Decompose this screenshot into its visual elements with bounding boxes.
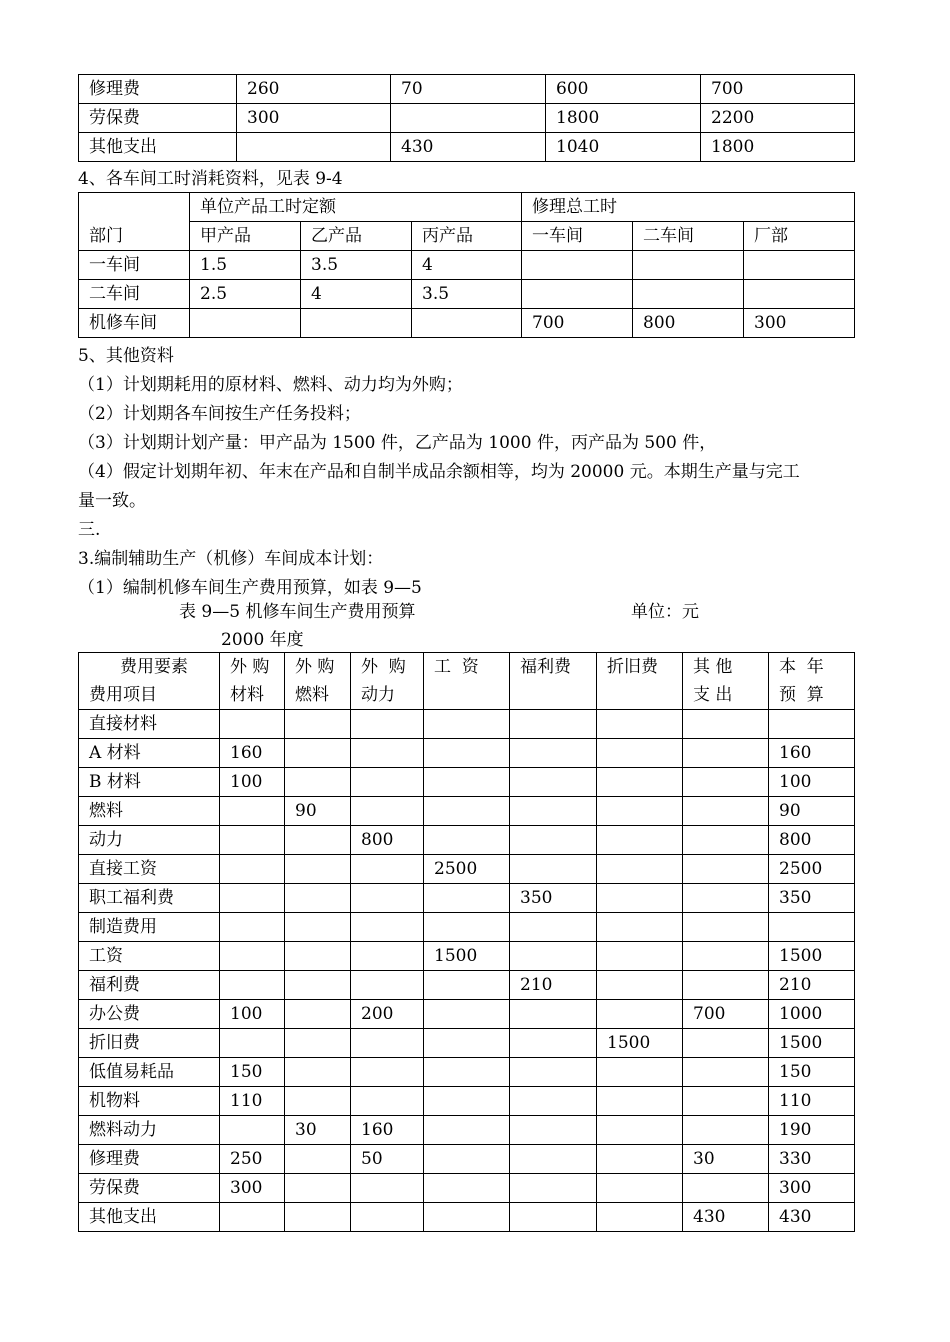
table-cell: 330 xyxy=(769,1145,855,1174)
table-cell xyxy=(285,884,351,913)
table-cell xyxy=(597,1145,683,1174)
table-cell: 350 xyxy=(769,884,855,913)
table-cell: 210 xyxy=(510,971,597,1000)
table-cell xyxy=(597,826,683,855)
table-cell xyxy=(597,1116,683,1145)
table-cell xyxy=(285,739,351,768)
table-cell xyxy=(220,855,285,884)
table-row xyxy=(79,913,855,942)
table-cell: 110 xyxy=(220,1087,285,1116)
table-cell xyxy=(683,797,769,826)
table-cell xyxy=(285,1174,351,1203)
table-cell xyxy=(285,710,351,739)
table-cell xyxy=(424,710,510,739)
table-cell xyxy=(285,826,351,855)
table-cell: 1500 xyxy=(424,942,510,971)
other-info-1: （1）计划期耗用的原材料、燃料、动力均为外购； xyxy=(78,375,463,395)
table-cell xyxy=(510,1203,597,1232)
table-cell xyxy=(424,1174,510,1203)
table-row xyxy=(79,797,855,826)
row-label: B 材料 xyxy=(79,768,220,797)
table-cell xyxy=(351,1203,424,1232)
column-header-line: 燃料 xyxy=(295,685,329,705)
table-cell: 600 xyxy=(546,75,701,104)
table-cell: 800 xyxy=(351,826,424,855)
table-cell xyxy=(683,1058,769,1087)
table-cell xyxy=(285,1058,351,1087)
other-info-4b: 量一致。 xyxy=(78,491,146,511)
table-cell xyxy=(522,251,633,280)
table-cell: 700 xyxy=(683,1000,769,1029)
table-cell xyxy=(683,1174,769,1203)
section-three: 三. xyxy=(78,520,101,540)
table-row xyxy=(79,942,855,971)
table-cell xyxy=(301,309,412,338)
table-cell xyxy=(220,971,285,1000)
column-header-line: 折旧费 xyxy=(607,657,658,677)
table-cell xyxy=(351,971,424,1000)
table-cell xyxy=(597,942,683,971)
table-row xyxy=(79,884,855,913)
table-cell xyxy=(597,913,683,942)
row-label: 一车间 xyxy=(79,251,190,280)
table-cell xyxy=(633,280,744,309)
column-header: 丙产品 xyxy=(412,222,522,251)
row-label: A 材料 xyxy=(79,739,220,768)
table-cell xyxy=(351,768,424,797)
table-cell xyxy=(510,797,597,826)
table-cell xyxy=(597,739,683,768)
table-cell xyxy=(510,826,597,855)
table-cell: 4 xyxy=(301,280,412,309)
table-cell: 1.5 xyxy=(190,251,301,280)
table-cell: 50 xyxy=(351,1145,424,1174)
table-cell xyxy=(597,768,683,797)
table-row xyxy=(79,251,855,280)
column-header xyxy=(597,653,683,710)
table-cell xyxy=(424,1029,510,1058)
table-cell xyxy=(510,1174,597,1203)
table-cell: 2200 xyxy=(701,104,855,133)
table-cell: 2.5 xyxy=(190,280,301,309)
column-header: 甲产品 xyxy=(190,222,301,251)
header-unit-hours: 单位产品工时定额 xyxy=(190,193,522,222)
table-cell: 100 xyxy=(220,1000,285,1029)
table-cell xyxy=(769,913,855,942)
header-department: 部门 xyxy=(79,193,190,251)
table-cell: 300 xyxy=(769,1174,855,1203)
table-cell xyxy=(391,104,546,133)
table-cell xyxy=(510,942,597,971)
item-4-heading: 4、各车间工时消耗资料，见表 9-4 xyxy=(78,169,343,189)
column-header xyxy=(351,653,424,710)
table-row xyxy=(79,280,855,309)
table-cell: 1800 xyxy=(546,104,701,133)
column-header-line: 外 购 xyxy=(295,657,335,677)
table-cell xyxy=(597,884,683,913)
section-3-1-heading: 3.编制辅助生产（机修）车间成本计划： xyxy=(78,549,384,569)
table-cell: 190 xyxy=(769,1116,855,1145)
table-row xyxy=(79,710,855,739)
table-cell xyxy=(351,1174,424,1203)
table-cell xyxy=(220,913,285,942)
table-row xyxy=(79,133,855,162)
table-row xyxy=(79,309,855,338)
table-row xyxy=(79,75,855,104)
column-header-line: 支 出 xyxy=(693,685,733,705)
table-row xyxy=(79,1145,855,1174)
row-label: 机物料 xyxy=(79,1087,220,1116)
table-cell xyxy=(683,855,769,884)
column-header xyxy=(285,653,351,710)
table-cell xyxy=(424,826,510,855)
table-cell: 300 xyxy=(744,309,855,338)
row-label: 职工福利费 xyxy=(79,884,220,913)
table-cell xyxy=(683,942,769,971)
table-cell: 4 xyxy=(412,251,522,280)
table-cell xyxy=(597,1174,683,1203)
table-cell xyxy=(597,710,683,739)
table-cell xyxy=(683,1116,769,1145)
row-label: 动力 xyxy=(79,826,220,855)
table-cell xyxy=(510,855,597,884)
table-cell xyxy=(683,1087,769,1116)
table-cell: 1000 xyxy=(769,1000,855,1029)
row-label: 直接工资 xyxy=(79,855,220,884)
table-cell: 3.5 xyxy=(412,280,522,309)
table-cell xyxy=(424,797,510,826)
table-cell xyxy=(285,942,351,971)
table-cell xyxy=(424,1116,510,1145)
table-cell: 430 xyxy=(769,1203,855,1232)
table-cell: 100 xyxy=(220,768,285,797)
table-cell: 260 xyxy=(237,75,391,104)
other-info-2: （2）计划期各车间按生产任务投料； xyxy=(78,404,361,424)
table-cell: 160 xyxy=(220,739,285,768)
table-row xyxy=(79,1116,855,1145)
table-cell xyxy=(683,971,769,1000)
column-header-line: 动力 xyxy=(361,685,395,705)
table-cell xyxy=(285,971,351,1000)
table-cell: 1800 xyxy=(701,133,855,162)
table-cell: 300 xyxy=(220,1174,285,1203)
table-cell: 110 xyxy=(769,1087,855,1116)
row-label: 折旧费 xyxy=(79,1029,220,1058)
table-caption: 表 9—5 机修车间生产费用预算 xyxy=(179,602,416,622)
table-cell: 100 xyxy=(769,768,855,797)
table-cell xyxy=(510,710,597,739)
column-header-line: 外 购 xyxy=(361,657,406,677)
table-row xyxy=(79,826,855,855)
table-cell xyxy=(351,1087,424,1116)
table-cell xyxy=(744,251,855,280)
table-cell: 250 xyxy=(220,1145,285,1174)
table-cell xyxy=(285,1145,351,1174)
table-year: 2000 年度 xyxy=(221,630,304,650)
column-header xyxy=(769,653,855,710)
table-cell xyxy=(220,710,285,739)
table-cell xyxy=(220,884,285,913)
table-cell: 30 xyxy=(285,1116,351,1145)
table-cell xyxy=(597,1087,683,1116)
table-cell xyxy=(424,1145,510,1174)
table-cell: 200 xyxy=(351,1000,424,1029)
table-cell xyxy=(351,884,424,913)
table-cell: 30 xyxy=(683,1145,769,1174)
table-cell xyxy=(683,913,769,942)
table-cell xyxy=(190,309,301,338)
table-cell xyxy=(285,1029,351,1058)
table-cell xyxy=(683,884,769,913)
table-row xyxy=(79,1203,855,1232)
header-corner xyxy=(79,653,220,710)
table-cell xyxy=(424,884,510,913)
column-header-line: 本 年 xyxy=(779,657,824,677)
table-cell xyxy=(424,1087,510,1116)
table-cell xyxy=(424,913,510,942)
table-cell xyxy=(351,1058,424,1087)
column-header-line: 外 购 xyxy=(230,657,270,677)
table-cell xyxy=(510,1029,597,1058)
table-cell xyxy=(220,826,285,855)
column-header xyxy=(510,653,597,710)
table-row xyxy=(79,739,855,768)
table-cell xyxy=(744,280,855,309)
row-label: 直接材料 xyxy=(79,710,220,739)
row-label: 燃料动力 xyxy=(79,1116,220,1145)
header-corner-top: 费用要素 xyxy=(120,657,188,677)
table-row xyxy=(79,104,855,133)
expense-table-continued xyxy=(78,74,855,162)
table-row xyxy=(79,1174,855,1203)
table-cell xyxy=(424,1000,510,1029)
table-row xyxy=(79,1058,855,1087)
table-cell xyxy=(769,710,855,739)
table-row xyxy=(79,768,855,797)
table-cell: 1500 xyxy=(769,942,855,971)
column-header-line: 材料 xyxy=(230,685,264,705)
header-corner-bottom: 费用项目 xyxy=(89,685,157,705)
table-cell xyxy=(597,1000,683,1029)
table-cell xyxy=(510,1000,597,1029)
table-cell: 1040 xyxy=(546,133,701,162)
table-cell xyxy=(510,1116,597,1145)
table-cell xyxy=(424,1058,510,1087)
table-cell: 430 xyxy=(391,133,546,162)
table-cell: 300 xyxy=(237,104,391,133)
table-cell xyxy=(597,855,683,884)
table-cell xyxy=(424,971,510,1000)
row-label: 燃料 xyxy=(79,797,220,826)
column-header: 二车间 xyxy=(633,222,744,251)
column-header xyxy=(424,653,510,710)
table-cell: 2500 xyxy=(424,855,510,884)
workshop-hours-table xyxy=(78,192,855,338)
row-label: 其他支出 xyxy=(79,1203,220,1232)
column-header xyxy=(683,653,769,710)
table-cell xyxy=(683,1029,769,1058)
table-cell xyxy=(351,1029,424,1058)
table-cell xyxy=(683,710,769,739)
table-row xyxy=(79,1000,855,1029)
table-cell xyxy=(510,1058,597,1087)
table-unit: 单位：元 xyxy=(631,602,699,622)
table-cell: 1500 xyxy=(769,1029,855,1058)
table-row xyxy=(79,971,855,1000)
table-cell: 800 xyxy=(769,826,855,855)
table-cell xyxy=(597,1058,683,1087)
table-cell: 90 xyxy=(769,797,855,826)
table-cell xyxy=(633,251,744,280)
row-label: 福利费 xyxy=(79,971,220,1000)
row-label: 劳保费 xyxy=(79,1174,220,1203)
table-cell xyxy=(424,768,510,797)
row-label: 其他支出 xyxy=(79,133,237,162)
other-info-4a: （4）假定计划期年初、年末在产品和自制半成品余额相等，均为 20000 元。本期生产量与完工 xyxy=(78,462,800,482)
column-header-line: 福利费 xyxy=(520,657,571,677)
table-cell: 70 xyxy=(391,75,546,104)
column-header: 厂部 xyxy=(744,222,855,251)
table-cell xyxy=(424,1203,510,1232)
table-cell xyxy=(220,1116,285,1145)
item-5-heading: 5、其他资料 xyxy=(78,346,174,366)
table-cell xyxy=(351,739,424,768)
table-cell: 210 xyxy=(769,971,855,1000)
row-label: 劳保费 xyxy=(79,104,237,133)
row-label: 二车间 xyxy=(79,280,190,309)
table-cell: 700 xyxy=(701,75,855,104)
table-cell: 800 xyxy=(633,309,744,338)
table-cell xyxy=(510,913,597,942)
header-repair-hours: 修理总工时 xyxy=(522,193,855,222)
row-label: 修理费 xyxy=(79,75,237,104)
table-cell xyxy=(424,739,510,768)
table-cell xyxy=(510,1087,597,1116)
row-label: 办公费 xyxy=(79,1000,220,1029)
table-cell xyxy=(220,942,285,971)
table-cell xyxy=(412,309,522,338)
other-info-3: （3）计划期计划产量：甲产品为 1500 件，乙产品为 1000 件，丙产品为 500 件， xyxy=(78,433,717,453)
table-cell xyxy=(351,797,424,826)
row-label: 机修车间 xyxy=(79,309,190,338)
table-cell: 700 xyxy=(522,309,633,338)
table-cell xyxy=(351,710,424,739)
table-cell xyxy=(220,1029,285,1058)
table-cell xyxy=(510,768,597,797)
row-label: 制造费用 xyxy=(79,913,220,942)
table-cell xyxy=(683,826,769,855)
table-cell xyxy=(597,971,683,1000)
table-cell: 160 xyxy=(769,739,855,768)
table-cell: 150 xyxy=(220,1058,285,1087)
table-cell: 3.5 xyxy=(301,251,412,280)
table-cell: 150 xyxy=(769,1058,855,1087)
section-3-1-1: （1）编制机修车间生产费用预算，如表 9—5 xyxy=(78,578,422,598)
table-cell: 160 xyxy=(351,1116,424,1145)
column-header: 一车间 xyxy=(522,222,633,251)
row-label: 工资 xyxy=(79,942,220,971)
table-cell xyxy=(285,1087,351,1116)
table-cell xyxy=(285,768,351,797)
table-cell xyxy=(285,1203,351,1232)
row-label: 修理费 xyxy=(79,1145,220,1174)
table-row xyxy=(79,1029,855,1058)
table-cell xyxy=(220,1203,285,1232)
table-cell xyxy=(285,913,351,942)
table-cell xyxy=(683,739,769,768)
table-cell xyxy=(510,739,597,768)
table-cell xyxy=(351,855,424,884)
table-cell xyxy=(351,942,424,971)
table-cell: 90 xyxy=(285,797,351,826)
table-row xyxy=(79,855,855,884)
table-cell: 1500 xyxy=(597,1029,683,1058)
table-cell xyxy=(220,797,285,826)
column-header-line: 工 资 xyxy=(434,657,479,677)
table-cell xyxy=(285,1000,351,1029)
column-header-line: 其 他 xyxy=(693,657,733,677)
column-header-line: 预 算 xyxy=(779,685,824,705)
table-row xyxy=(79,1087,855,1116)
row-label: 低值易耗品 xyxy=(79,1058,220,1087)
table-cell xyxy=(597,1203,683,1232)
table-cell: 350 xyxy=(510,884,597,913)
table-cell: 2500 xyxy=(769,855,855,884)
table-cell xyxy=(683,768,769,797)
table-cell xyxy=(237,133,391,162)
table-cell: 430 xyxy=(683,1203,769,1232)
table-cell xyxy=(285,855,351,884)
repair-workshop-budget-table xyxy=(78,652,855,1232)
table-cell xyxy=(351,913,424,942)
column-header: 乙产品 xyxy=(301,222,412,251)
column-header xyxy=(220,653,285,710)
table-cell xyxy=(510,1145,597,1174)
table-cell xyxy=(597,797,683,826)
table-cell xyxy=(522,280,633,309)
